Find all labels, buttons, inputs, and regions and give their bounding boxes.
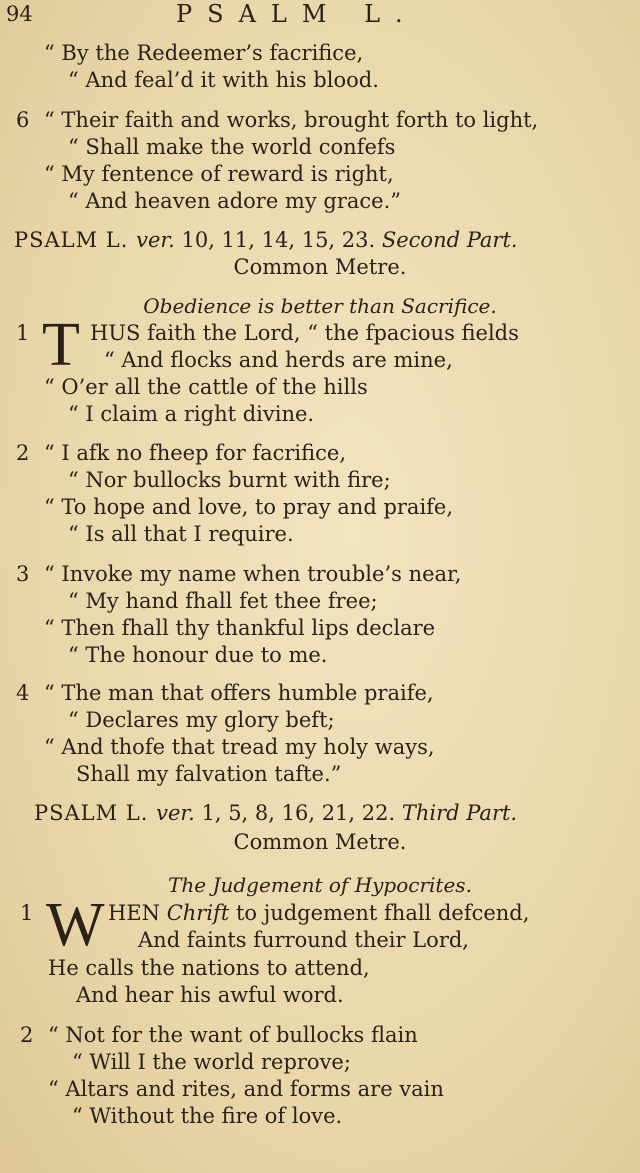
stanza-number: 1 (20, 901, 34, 925)
part-heading (34, 800, 517, 826)
verse-line: Shall my falvation tafte.” (76, 762, 342, 786)
part-label: Second Part. (381, 228, 518, 252)
verse-text-italic: Chrift (166, 901, 230, 925)
verse-line: “ Is all that I require. (68, 522, 294, 546)
verse-line: “ The man that offers humble praife, (44, 681, 434, 705)
verse-line: “ By the Redeemer’s facrifice, (44, 41, 364, 65)
part-label: Third Part. (401, 801, 518, 825)
metre-label: Common Metre. (233, 255, 407, 279)
stanza-number: 6 (16, 108, 30, 132)
verse-abbrev: ver. (156, 801, 195, 825)
verse-line: “ Shall make the world confefs (68, 135, 396, 159)
verse-line: “ To hope and love, to pray and praife, (44, 495, 454, 519)
stanza-number: 3 (16, 562, 30, 586)
verse-text: HEN (108, 901, 167, 925)
verse-line: “ Invoke my name when trouble’s near, (44, 562, 462, 586)
psalm-label: PSALM L. (34, 801, 157, 825)
verse-line: He calls the nations to attend, (48, 956, 370, 980)
metre-label: Common Metre. (233, 830, 407, 854)
verse-line: “ And feal’d it with his blood. (68, 68, 379, 92)
stanza-number: 2 (16, 441, 30, 465)
verse-line: “ Nor bullocks burnt with fire; (68, 468, 391, 492)
verse-numbers: 1, 5, 8, 16, 21, 22. (194, 801, 402, 825)
stanza-number: 4 (16, 681, 30, 705)
hymn-subtitle: The Judgement of Hypocrites. (168, 873, 472, 897)
verse-line: “ Will I the world reprove; (72, 1050, 351, 1074)
verse-text: to judgement fhall defcend, (229, 901, 530, 925)
verse-abbrev: ver. (136, 228, 175, 252)
drop-cap: T (42, 311, 80, 379)
verse-line (108, 900, 529, 926)
verse-line: “ And heaven adore my grace.” (68, 189, 401, 213)
stanza-number: 2 (20, 1023, 34, 1047)
verse-line: “ Not for the want of bullocks flain (48, 1023, 418, 1047)
verse-line: And faints furround their Lord, (138, 928, 469, 952)
verse-line: “ Then fhall thy thankful lips declare (44, 616, 436, 640)
verse-line: “ Altars and rites, and forms are vain (48, 1077, 444, 1101)
stanza-number: 1 (16, 321, 30, 345)
verse-line: “ I claim a right divine. (68, 402, 315, 426)
verse-line: “ Their faith and works, brought forth to light, (44, 108, 539, 132)
running-title: PSALM L. (176, 0, 418, 28)
verse-line: “ Without the fire of love. (72, 1104, 343, 1128)
page-number: 94 (6, 2, 33, 26)
verse-line: “ The honour due to me. (68, 643, 328, 667)
verse-numbers: 10, 11, 14, 15, 23. (174, 228, 382, 252)
verse-line: “ And thofe that tread my holy ways, (44, 735, 435, 759)
verse-line: “ I afk no fheep for facrifice, (44, 441, 346, 465)
verse-line: HUS faith the Lord, “ the fpacious fields (90, 321, 519, 345)
verse-line: And hear his awful word. (76, 983, 344, 1007)
verse-line: “ O’er all the cattle of the hills (44, 375, 368, 399)
verse-line: “ My fentence of reward is right, (44, 162, 394, 186)
drop-cap: W (46, 891, 105, 959)
verse-line: “ And flocks and herds are mine, (104, 348, 453, 372)
verse-line: “ My hand fhall fet thee free; (68, 589, 378, 613)
part-heading (14, 227, 518, 253)
hymn-subtitle: Obedience is better than Sacrifice. (143, 294, 497, 318)
psalm-label: PSALM L. (14, 228, 137, 252)
verse-line: “ Declares my glory beft; (68, 708, 335, 732)
